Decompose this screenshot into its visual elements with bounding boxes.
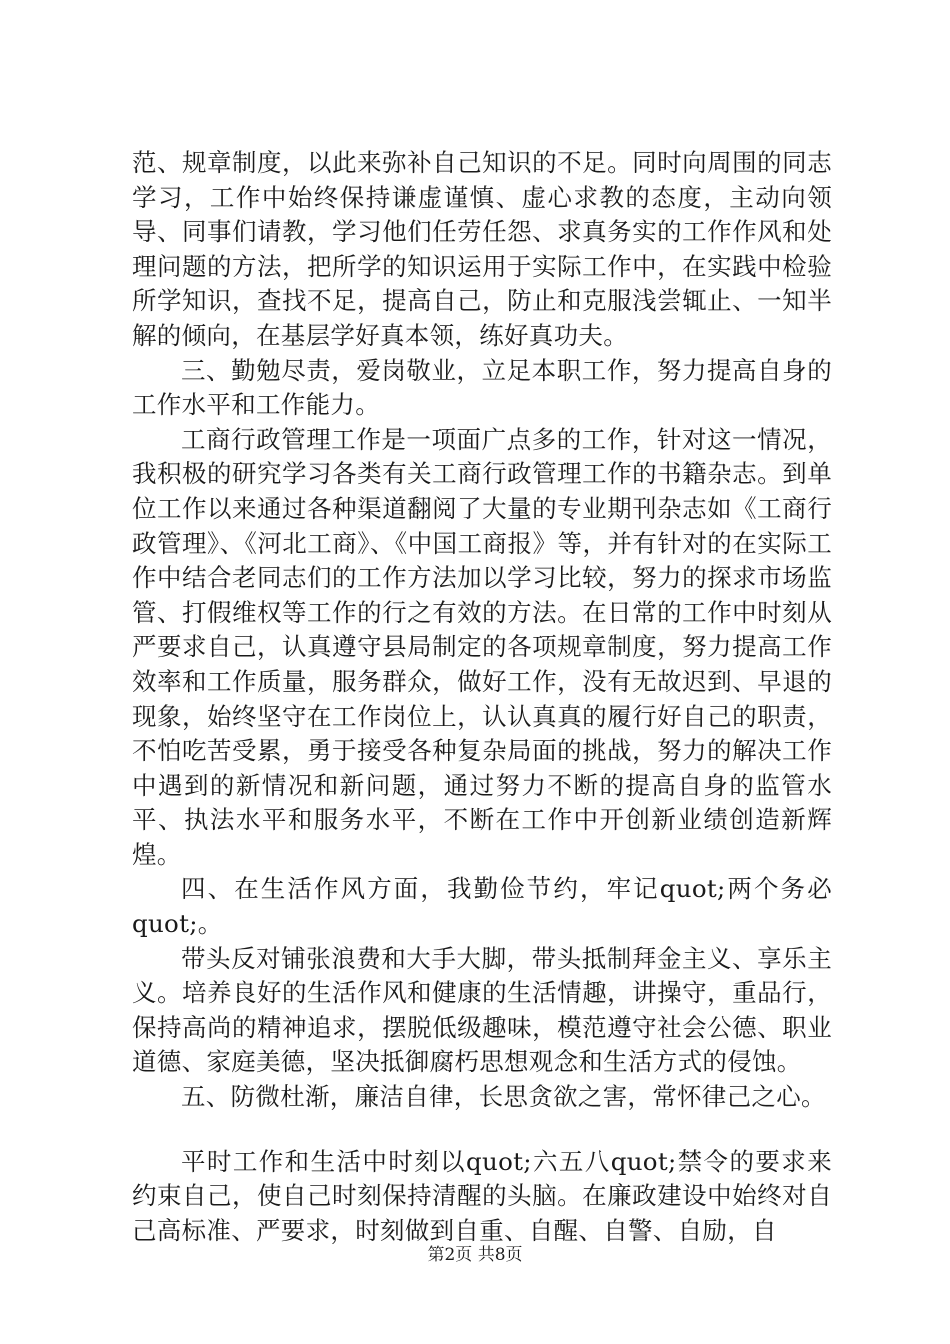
- paragraph: 带头反对铺张浪费和大手大脚，带头抵制拜金主义、享乐主义。培养良好的生活作风和健康的生活情趣，讲操守，重品行，保持高尚的精神追求，摆脱低级趣味，模范遵守社会公德、职业道德、家庭美德，坚决抵御腐朽思想观念和生活方式的侵蚀。: [132, 943, 832, 1077]
- paragraph: 平时工作和生活中时刻以quot;六五八quot;禁令的要求来约束自己，使自己时刻保持清醒的头脑。在廉政建设中始终对自己高标准、严要求，时刻做到自重、自醒、自警、自励，自: [132, 1146, 832, 1245]
- section-heading-4: 四、在生活作风方面，我勤俭节约，牢记quot;两个务必quot;。: [132, 874, 832, 939]
- section-heading-3: 三、勤勉尽责，爱岗敬业，立足本职工作，努力提高自身的工作水平和工作能力。: [132, 355, 832, 420]
- document-body: [132, 146, 832, 1248]
- paragraph-continuation: 范、规章制度，以此来弥补自己知识的不足。同时向周围的同志学习，工作中始终保持谦虚谨慎、虚心求教的态度，主动向领导、同事们请教，学习他们任劳任怨、求真务实的工作作风和处理问题的方法，把所学的知识运用于实际工作中，在实践中检验所学知识，查找不足，提高自己，防止和克服浅尝辄止、一知半解的倾向，在基层学好真本领，练好真功夫。: [132, 148, 832, 350]
- paragraph: 工商行政管理工作是一项面广点多的工作，针对这一情况，我积极的研究学习各类有关工商行政管理工作的书籍杂志。到单位工作以来通过各种渠道翻阅了大量的专业期刊杂志如《工商行政管理》、《河北工商》、《中国工商报》等，并有针对的在实际工作中结合老同志们的工作方法加以学习比较，努力的探求市场监管、打假维权等工作的行之有效的方法。在日常的工作中时刻从严要求自己，认真遵守县局制定的各项规章制度，努力提高工作效率和工作质量，服务群众，做好工作，没有无故迟到、早退的现象，始终坚守在工作岗位上，认认真真的履行好自己的职责，不怕吃苦受累，勇于接受各种复杂局面的挑战，努力的解决工作中遇到的新情况和新问题，通过努力不断的提高自身的监管水平、执法水平和服务水平，不断在工作中开创新业绩创造新辉煌。: [132, 424, 832, 869]
- page-number-footer: 第2页 共8页: [427, 1245, 523, 1265]
- section-heading-5: 五、防微杜渐，廉洁自律，长思贪欲之害，常怀律己之心。: [181, 1082, 826, 1112]
